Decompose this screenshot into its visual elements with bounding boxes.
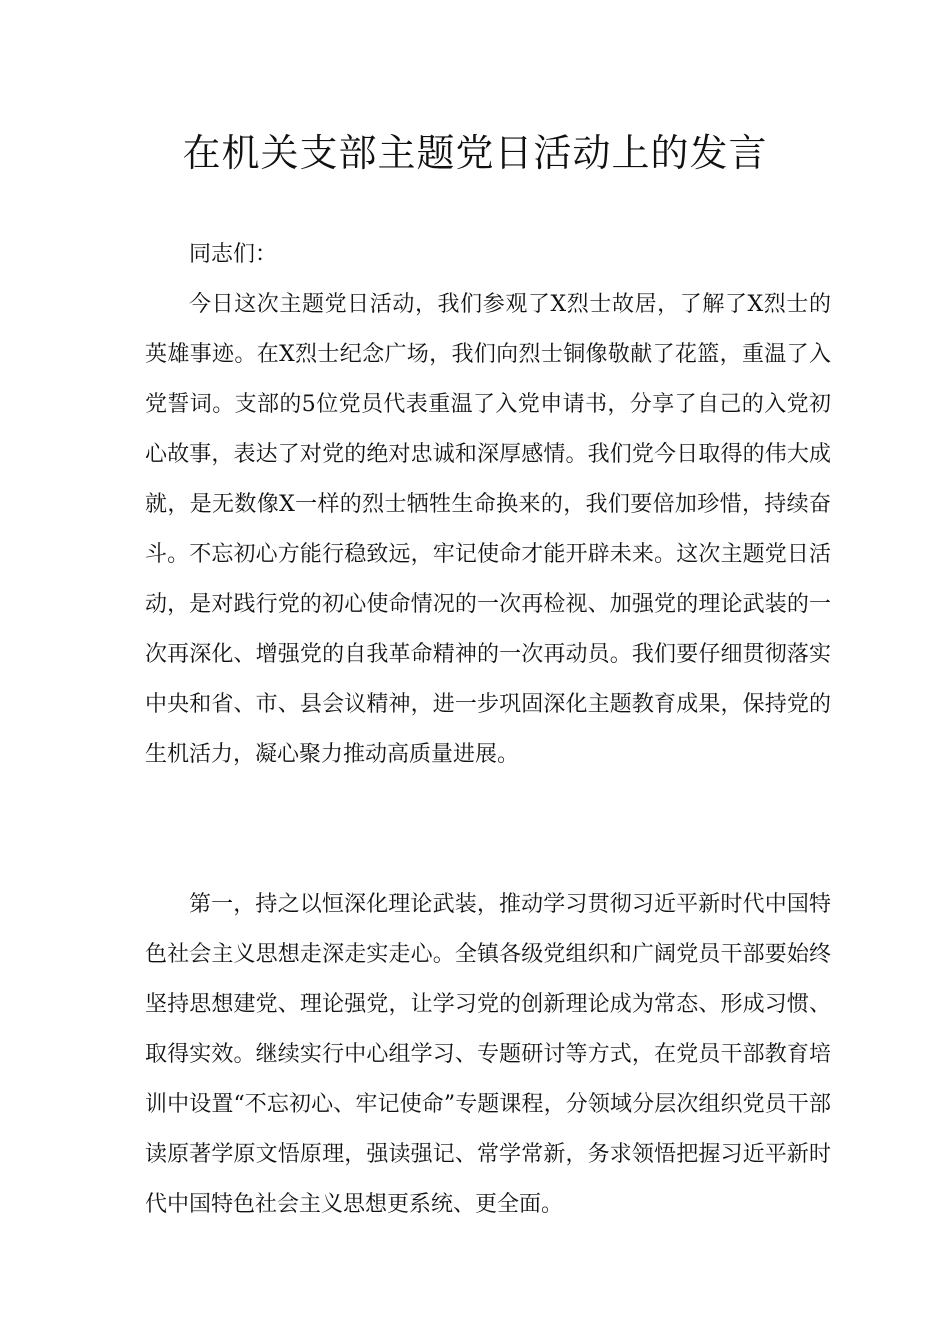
paragraph-2: 第一，持之以恒深化理论武装，推动学习贯彻习近平新时代中国特色社会主义思想走深走实走心。全镇各级党组织和广阔党员干部要始终坚持思想建党、理论强党，让学习党的创新理论成为常态、形成习惯、取得实效。继续实行中心组学习、专题研讨等方式，在党员干部教育培训中设置“不忘初心、牢记使命”专题课程，分领域分层次组织党员干部读原著学原文悟原理，强读强记、常学常新，务求领悟把握习近平新时代中国特色社会主义思想更系统、更全面。 [145, 892, 831, 1217]
paragraph-1: 今日这次主题党日活动，我们参观了X烈士故居，了解了X烈士的英雄事迹。在X烈士纪念广场，我们向烈士铜像敬献了花篮，重温了入党誓词。支部的5位党员代表重温了入党申请书，分享了自己的入党初心故事，表达了对党的绝对忠诚和深厚感情。我们党今日取得的伟大成就，是无数像X一样的烈士牺牲生命换来的，我们要倍加珍惜，持续奋斗。不忘初心方能行稳致远，牢记使命才能开辟未来。这次主题党日活动，是对践行党的初心使命情况的一次再检视、加强党的理论武装的一次再深化、增强党的自我革命精神的一次再动员。我们要仔细贯彻落实中央和省、市、县会议精神，进一步巩固深化主题教育成果，保持党的生机活力，凝心聚力推动高质量进展。 [145, 292, 831, 767]
salutation: 同志们： [189, 242, 278, 267]
document-title: 在机关支部主题党日活动上的发言 [182, 131, 768, 175]
